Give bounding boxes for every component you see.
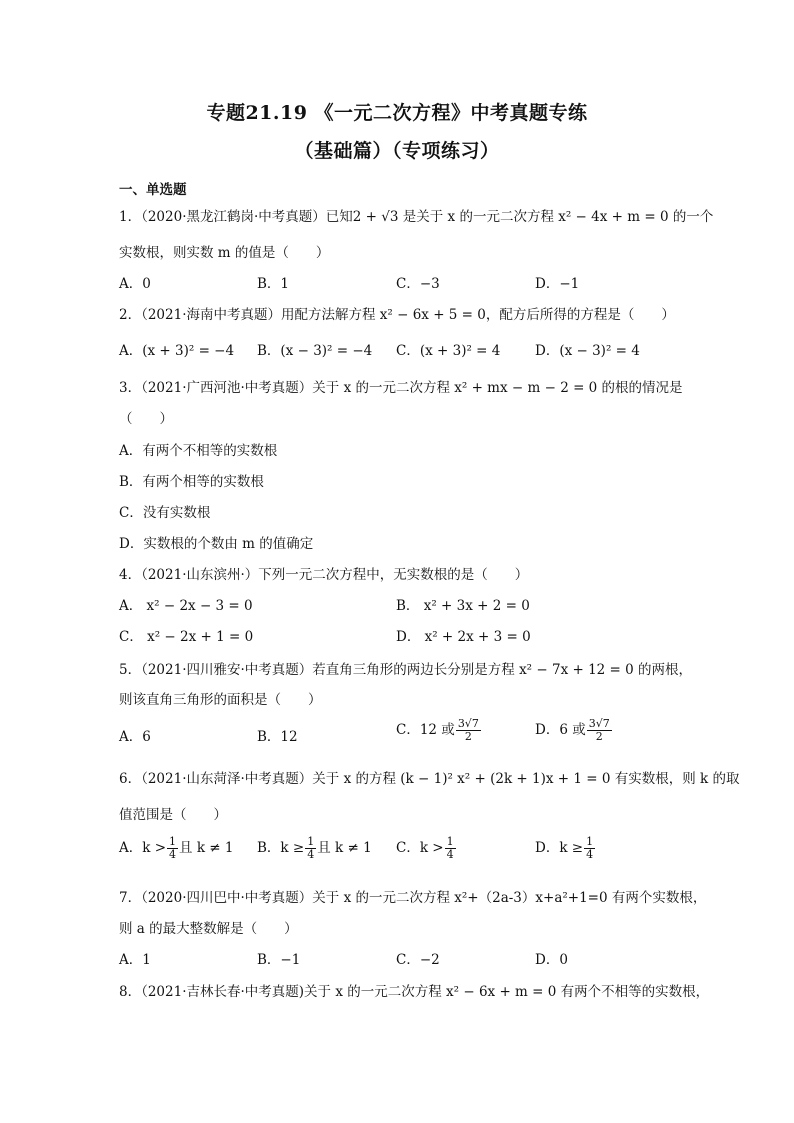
question-6-option-c-fraction xyxy=(445,836,456,861)
question-6-option-b-fraction xyxy=(305,836,316,861)
question-5-option-c-label: C．12 或 xyxy=(396,722,455,738)
question-5-option-d-fraction xyxy=(587,718,612,743)
question-6-option-a-condition: 且 k ≠ 1 xyxy=(179,840,234,856)
question-6-option-b-condition: 且 k ≠ 1 xyxy=(317,840,372,856)
question-3-line-2: （ ） xyxy=(119,411,173,427)
question-5-option-b: B．12 xyxy=(257,729,298,745)
question-5-line-1: 5．（2021·四川雅安·中考真题）若直角三角形的两边长分别是方程 x² − 7x + 12 = 0 的两根， xyxy=(119,662,693,678)
question-5-option-c xyxy=(396,718,482,743)
question-5-option-d-label: D．6 或 xyxy=(535,722,586,738)
question-7-option-d: D．0 xyxy=(535,952,568,968)
question-6-option-c xyxy=(396,836,457,861)
question-2-option-b: B．(x − 3)² = −4 xyxy=(257,343,373,359)
question-3-line-1: 3．（2021·广西河池·中考真题）关于 x 的一元二次方程 x² + mx − m − 2 = 0 的根的情况是 xyxy=(119,380,683,396)
question-2-line-1: 2．（2021·海南中考真题）用配方法解方程 x² − 6x + 5 = 0，配方后所得的方程是（ ） xyxy=(119,307,675,323)
question-1-line-1: 1．（2020·黑龙江鹤岗·中考真题）已知2 + √3 是关于 x 的一元二次方程 x² − 4x + m = 0 的一个 xyxy=(119,209,714,225)
question-1-line-2: 实数根，则实数 m 的值是（ ） xyxy=(119,245,330,261)
fraction-numerator: 1 xyxy=(307,835,315,848)
question-6-option-a xyxy=(119,836,234,861)
question-4-option-b: B． x² + 3x + 2 = 0 xyxy=(396,598,530,614)
question-7-line-1: 7．（2020·四川巴中·中考真题）关于 x 的一元二次方程 x²+（2a-3）x+a²+1=0 有两个实数根， xyxy=(119,890,707,906)
question-3-option-a: A．有两个不相等的实数根 xyxy=(119,443,278,459)
fraction-denominator: 4 xyxy=(586,848,594,861)
question-6-option-c-label: C．k > xyxy=(396,840,444,856)
question-6-option-b-label: B．k ≥ xyxy=(257,840,305,856)
question-7-option-a: A．1 xyxy=(119,952,151,968)
question-1-option-c: C．−3 xyxy=(396,276,440,292)
fraction-numerator: 1 xyxy=(169,835,177,848)
question-2-option-d: D．(x − 3)² = 4 xyxy=(535,343,640,359)
question-2-option-c: C．(x + 3)² = 4 xyxy=(396,343,501,359)
question-3-option-b: B．有两个相等的实数根 xyxy=(119,474,264,490)
question-5-line-2: 则该直角三角形的面积是（ ） xyxy=(119,692,322,708)
question-6-option-a-label: A．k > xyxy=(119,840,167,856)
fraction-denominator: 4 xyxy=(169,848,177,861)
question-5-option-d xyxy=(535,718,613,743)
question-7-line-2: 则 a 的最大整数解是（ ） xyxy=(119,921,298,937)
section-heading: 一、单选题 xyxy=(119,182,187,198)
page-title: 专题21.19 《一元二次方程》中考真题专练 xyxy=(206,102,588,124)
fraction-numerator: 1 xyxy=(446,835,454,848)
question-6-line-1: 6．（2021·山东菏泽·中考真题）关于 x 的方程 (k − 1)² x² + (2k + 1)x + 1 = 0 有实数根，则 k 的取 xyxy=(119,771,740,787)
question-6-option-a-fraction xyxy=(167,836,178,861)
question-6-option-d-fraction xyxy=(584,836,595,861)
question-1-option-a: A．0 xyxy=(119,276,151,292)
question-5-option-c-fraction xyxy=(456,718,481,743)
question-6-option-d-label: D．k ≥ xyxy=(535,840,584,856)
question-8-line-1: 8．（2021·吉林长春·中考真题)关于 x 的一元二次方程 x² − 6x + m = 0 有两个不相等的实数根， xyxy=(119,984,710,1000)
question-2-option-a: A．(x + 3)² = −4 xyxy=(119,343,235,359)
question-7-option-c: C．−2 xyxy=(396,952,440,968)
question-7-option-b: B．−1 xyxy=(257,952,301,968)
fraction-numerator: 3√7 xyxy=(457,717,479,730)
page-subtitle: （基础篇）（专项练习） xyxy=(294,140,500,162)
question-3-option-c: C．没有实数根 xyxy=(119,505,211,521)
fraction-denominator: 2 xyxy=(595,730,603,743)
fraction-denominator: 4 xyxy=(307,848,315,861)
fraction-denominator: 4 xyxy=(446,848,454,861)
question-6-option-d xyxy=(535,836,596,861)
question-4-line-1: 4．（2021·山东滨州·）下列一元二次方程中，无实数根的是（ ） xyxy=(119,567,529,583)
question-6-option-b xyxy=(257,836,372,861)
question-4-option-a: A． x² − 2x − 3 = 0 xyxy=(119,598,253,614)
question-1-option-b: B．1 xyxy=(257,276,290,292)
question-3-option-d: D．实数根的个数由 m 的值确定 xyxy=(119,536,314,552)
fraction-numerator: 3√7 xyxy=(588,717,610,730)
question-6-line-2: 值范围是（ ） xyxy=(119,807,227,823)
question-4-option-d: D． x² + 2x + 3 = 0 xyxy=(396,629,531,645)
question-4-option-c: C． x² − 2x + 1 = 0 xyxy=(119,629,254,645)
question-1-option-d: D．−1 xyxy=(535,276,580,292)
question-5-option-a: A．6 xyxy=(119,729,151,745)
fraction-denominator: 2 xyxy=(464,730,472,743)
fraction-numerator: 1 xyxy=(586,835,594,848)
